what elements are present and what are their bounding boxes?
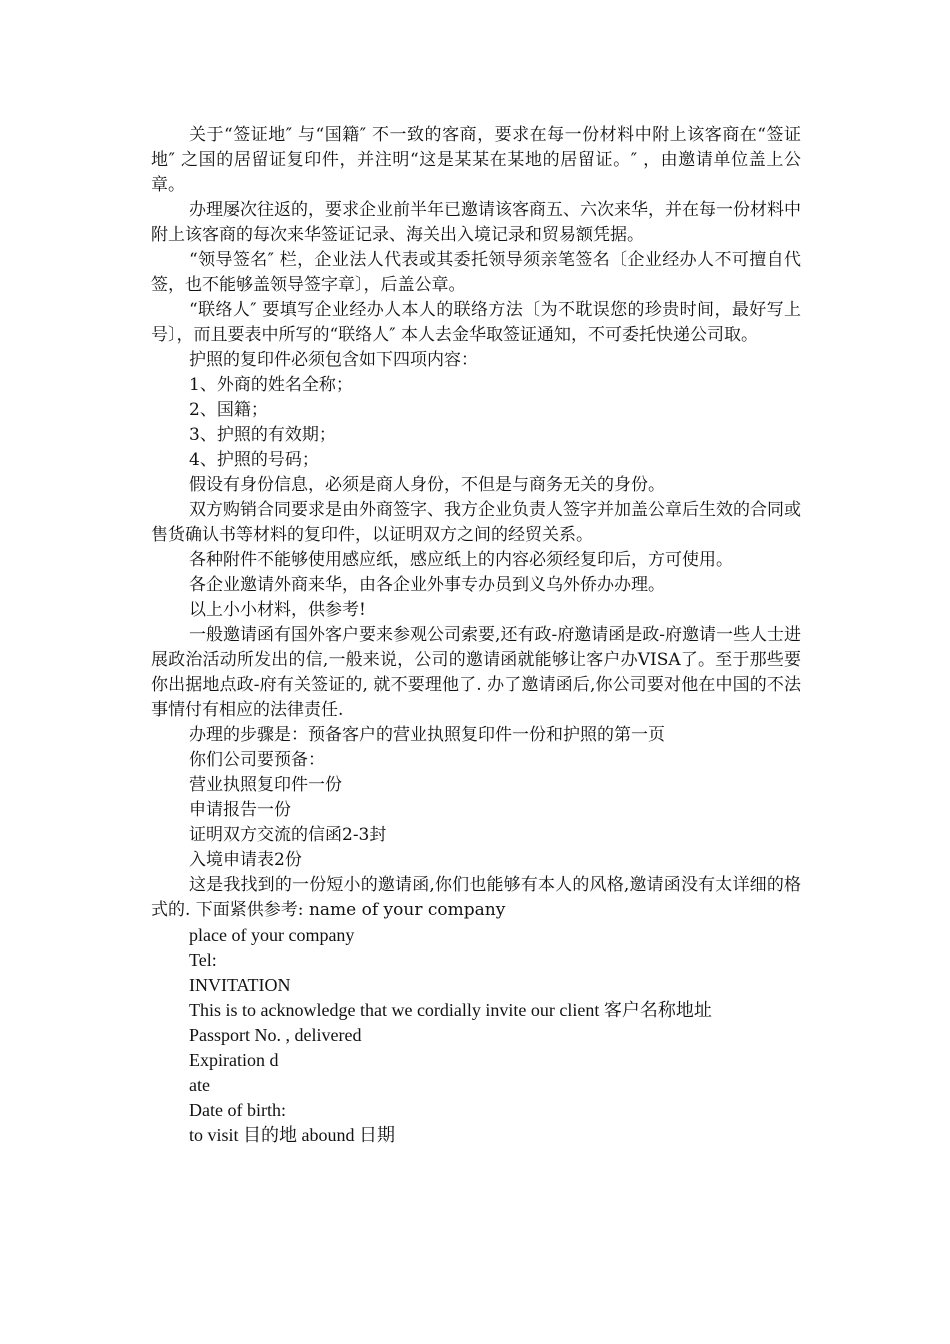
paragraph-identity-info: 假设有身份信息，必须是商人身份，不但是与商务无关的身份。 <box>189 475 665 495</box>
list-item-application-report: 申请报告一份 <box>189 800 291 820</box>
paragraph-invitation-letter: 一般邀请函有国外客户要来参观公司索要,还有政-府邀请函是政-府邀请一些人士进展政治活动所发出的信,一般来说，公司的邀请函就能够让客户办VISA了。至于那些要你出据地点政-府有关签证的, 就不要理他了. 办了邀请函后,你公司要对他在中国的不法事情付有相应的法律责任. <box>151 625 801 720</box>
paragraph-passport-copy: 护照的复印件必须包含如下四项内容： <box>189 350 478 370</box>
list-item-entry-form: 入境申请表2份 <box>189 850 302 870</box>
letter-line-ate: ate <box>189 1075 210 1095</box>
paragraph-sales-contract: 双方购销合同要求是由外商签字、我方企业负责人签字并加盖公章后生效的合同或售货确认书等材料的复印件，以证明双方之间的经贸关系。 <box>151 500 801 545</box>
letter-line-heading: INVITATION <box>189 975 291 995</box>
list-item-business-license: 营业执照复印件一份 <box>189 775 342 795</box>
paragraph-multiple-entry: 办理屡次往返的，要求企业前半年已邀请该客商五、六次来华，并在每一份材料中附上该客商的每次来华签证记录、海关出入境记录和贸易额凭据。 <box>151 200 801 245</box>
letter-line-expiration: Expiration d <box>189 1050 279 1070</box>
paragraph-thermal-paper: 各种附件不能够使用感应纸，感应纸上的内容必须经复印后，方可使用。 <box>189 550 733 570</box>
paragraph-leader-signature: “领导签名″ 栏，企业法人代表或其委托领导须亲笔签名〔企业经办人不可擅自代签，也不能够盖领导签字章〕，后盖公章。 <box>151 250 801 295</box>
list-item-passport-number: 4、护照的号码； <box>189 450 319 470</box>
letter-line-passport: Passport No. , delivered <box>189 1025 362 1045</box>
paragraph-for-reference: 以上小小材料，供参考! <box>189 600 366 620</box>
paragraph-steps: 办理的步骤是：预备客户的营业执照复印件一份和护照的第一页 <box>189 725 665 745</box>
letter-line-birth: Date of birth: <box>189 1100 286 1120</box>
list-item-letters: 证明双方交流的信函2-3封 <box>189 825 387 845</box>
paragraph-residence-permit: 关于“签证地″ 与“国籍″ 不一致的客商，要求在每一份材料中附上该客商在“签证地″ 之国的居留证复印件，并注明“这是某某在某地的居留证。″ ，由邀请单位盖上公章。 <box>151 125 801 195</box>
list-item-nationality: 2、国籍； <box>189 400 268 420</box>
letter-line-place: place of your company <box>189 925 355 945</box>
letter-line-acknowledge: This is to acknowledge that we cordially invite our client 客户名称地址 <box>189 1000 712 1020</box>
list-item-validity: 3、护照的有效期； <box>189 425 336 445</box>
paragraph-sample-intro: 这是我找到的一份短小的邀请函,你们也能够有本人的风格,邀请函没有太详细的格式的. 下面紧供参考: name of your company <box>151 875 801 920</box>
letter-line-visit: to visit 目的地 abound 日期 <box>189 1125 395 1145</box>
list-item-full-name: 1、外商的姓名全称； <box>189 375 353 395</box>
paragraph-foreign-affairs-office: 各企业邀请外商来华，由各企业外事专办员到义乌外侨办办理。 <box>189 575 665 595</box>
paragraph-contact-person: “联络人″ 要填写企业经办人本人的联络方法〔为不耽误您的珍贵时间，最好写上号〕，而且要表中所写的“联络人″ 本人去金华取签证通知，不可委托快递公司取。 <box>151 300 801 345</box>
paragraph-company-prepare: 你们公司要预备： <box>189 750 325 770</box>
document-body <box>151 123 801 1148</box>
letter-line-tel: Tel: <box>189 950 217 970</box>
